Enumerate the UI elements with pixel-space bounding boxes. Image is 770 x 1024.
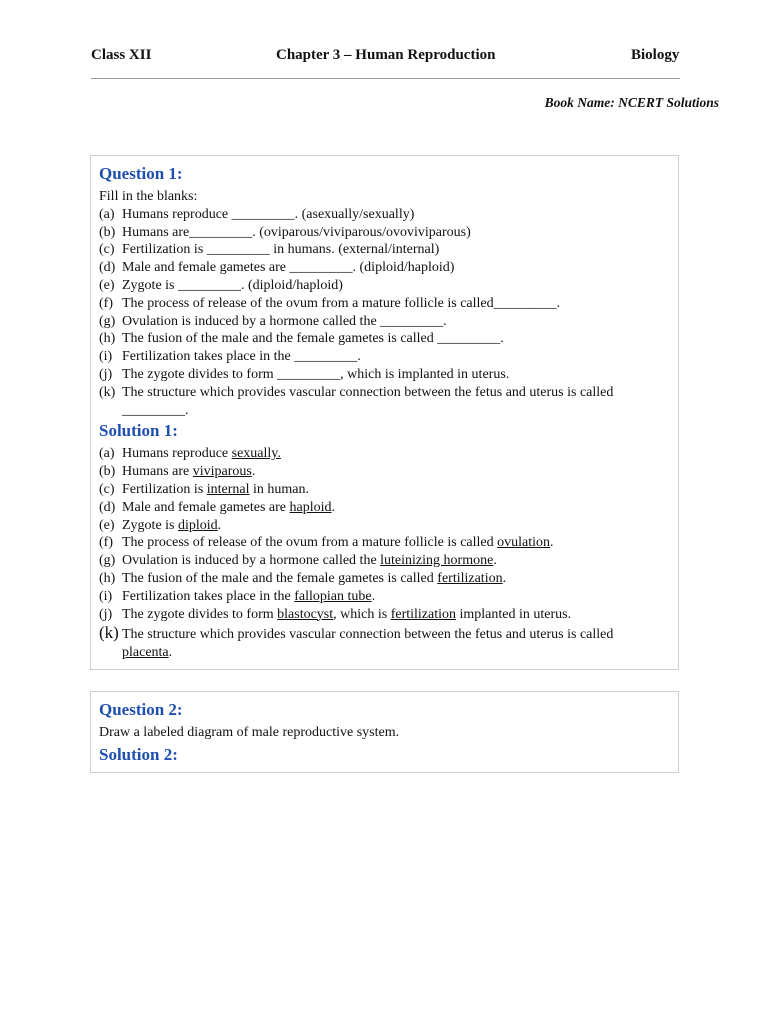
solution-2-title: Solution 2: [99, 744, 178, 764]
question-item: (j) The zygote divides to form _________, which is implanted in uterus. [99, 366, 510, 382]
question-1-box [90, 155, 679, 670]
solution-1-title: Solution 1: [99, 421, 178, 441]
question-item: (k) The structure which provides vascular connection between the fetus and uterus is called [99, 384, 614, 400]
answer-item: (f) The process of release of the ovum from a mature follicle is called ovulation. [99, 535, 554, 551]
question-2-title: Question 2: [99, 700, 183, 719]
answer-item: (d) Male and female gametes are haploid. [99, 499, 336, 515]
answer-item: (e) Zygote is diploid. [99, 517, 222, 533]
answer-item: (j) The zygote divides to form blastocyst, which is fertilization implanted in uterus. [99, 606, 572, 622]
question-item-continuation: _________. [122, 402, 189, 418]
answer-term: fertilization [437, 570, 503, 586]
answer-term: ovulation [497, 535, 551, 551]
question-item: (i) Fertilization takes place in the _________. [99, 349, 361, 365]
answer-item: (c) Fertilization is internal in human. [99, 481, 310, 497]
header-class: Class XII [91, 47, 152, 63]
header-subject: Biology [631, 47, 680, 63]
answer-term: diploid [178, 517, 218, 533]
question-item: (e) Zygote is _________. (diploid/haploid) [99, 277, 343, 293]
question-item: (d) Male and female gametes are _________. (diploid/haploid) [99, 260, 455, 276]
question-1-intro: Fill in the blanks: [99, 189, 198, 204]
answer-item: (b) Humans are viviparous. [99, 464, 256, 480]
answer-term: fertilization [390, 606, 457, 622]
question-2-text: Draw a labeled diagram of male reproductive system. [99, 725, 400, 740]
answer-term: blastocyst [277, 606, 334, 622]
header-divider [91, 78, 680, 79]
question-item: (h) The fusion of the male and the female gametes is called _________. [99, 331, 504, 347]
answer-item: (h) The fusion of the male and the female gametes is called fertilization. [99, 570, 507, 586]
answer-term: haploid [289, 499, 332, 515]
answer-term: fallopian tube [294, 588, 372, 604]
question-item: (f) The process of release of the ovum from a mature follicle is called_________. [99, 295, 561, 311]
question-item: (a) Humans reproduce _________. (asexually/sexually) [99, 206, 415, 222]
question-1-title: Question 1: [99, 164, 183, 183]
answer-item-continuation: placenta. [122, 645, 173, 661]
answer-term: luteinizing hormone [380, 553, 494, 569]
answer-term: viviparous [192, 464, 252, 480]
answer-item: (g) Ovulation is induced by a hormone called the luteinizing hormone. [99, 553, 497, 569]
question-item: (b) Humans are_________. (oviparous/viviparous/ovoviviparous) [99, 224, 471, 240]
answer-term: placenta [122, 645, 169, 661]
question-item: (c) Fertilization is _________ in humans. (external/internal) [99, 242, 440, 258]
question-item: (g) Ovulation is induced by a hormone called the _________. [99, 313, 447, 329]
answer-item: (a) Humans reproduce sexually. [99, 446, 281, 462]
answer-term: sexually. [231, 446, 281, 462]
answer-item: (i) Fertilization takes place in the fallopian tube. [99, 588, 376, 604]
question-2-box [90, 691, 679, 773]
book-name: Book Name: NCERT Solutions [544, 95, 719, 110]
answer-item: (k) The structure which provides vascular connection between the fetus and uterus is called [99, 623, 614, 643]
answer-term: internal [206, 481, 250, 497]
header-chapter: Chapter 3 – Human Reproduction [276, 47, 496, 63]
